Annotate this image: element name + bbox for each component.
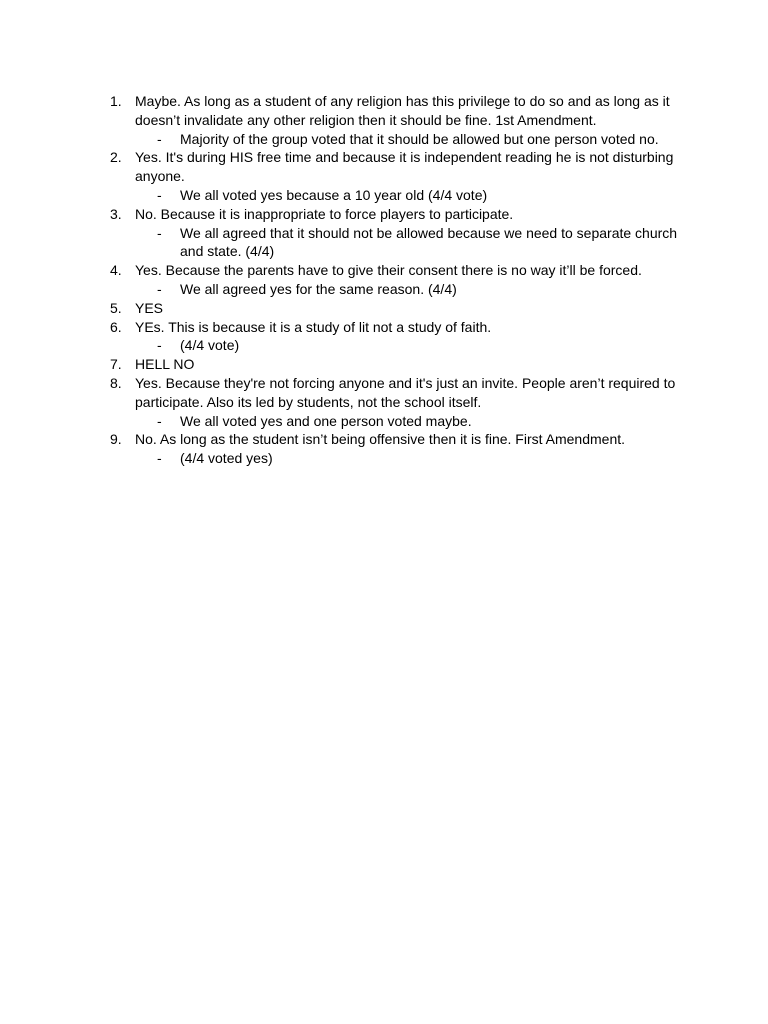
dash-bullet: - — [157, 280, 162, 297]
vote-note: We all voted yes and one person voted maybe. — [180, 412, 472, 429]
answer-text: Yes. It's during HIS free time and because it is independent reading he is not disturbing anyone. — [135, 149, 674, 185]
list-number: 6. — [110, 318, 122, 335]
list-number: 9. — [110, 431, 122, 448]
list-item-5 — [110, 299, 682, 318]
vote-note: (4/4 voted yes) — [180, 450, 273, 467]
list-number: 5. — [110, 299, 122, 316]
sub-bullet — [110, 449, 682, 468]
dash-bullet: - — [157, 450, 162, 467]
answer-text: No. As long as the student isn’t being offensive then it is fine. First Amendment. — [135, 431, 626, 448]
list-item-3 — [110, 205, 682, 224]
answer-text: Maybe. As long as a student of any religion has this privilege to do so and as long as it doesn’t invalidate any other religion then it should be fine. 1st Amendment. — [135, 93, 670, 128]
dash-bullet: - — [157, 130, 162, 147]
list-number: 3. — [110, 205, 122, 222]
sub-bullet — [110, 412, 682, 431]
list-item-2 — [110, 148, 682, 186]
list-item-7 — [110, 355, 682, 374]
sub-bullet — [110, 186, 682, 205]
answer-text: Yes. Because they're not forcing anyone and it's just an invite. People aren’t required to participate. Also its led by students, not the school itself. — [135, 374, 676, 410]
dash-bullet: - — [157, 186, 162, 203]
list-item-4 — [110, 261, 682, 280]
answer-text: YES — [135, 299, 164, 316]
vote-note: We all agreed yes for the same reason. (4/4) — [180, 280, 457, 297]
vote-note: Majority of the group voted that it should be allowed but one person voted no. — [180, 130, 659, 147]
list-number: 4. — [110, 262, 122, 279]
vote-note: We all agreed that it should not be allowed because we need to separate church and state. (4/4) — [180, 224, 678, 260]
answer-text: Yes. Because the parents have to give their consent there is no way it’ll be forced. — [135, 262, 642, 279]
answer-text: No. Because it is inappropriate to force players to participate. — [135, 205, 514, 222]
list-number: 7. — [110, 356, 122, 373]
answer-text: HELL NO — [135, 356, 195, 373]
list-number: 2. — [110, 149, 122, 166]
dash-bullet: - — [157, 337, 162, 354]
list-number: 1. — [110, 93, 122, 109]
vote-note: We all voted yes because a 10 year old (4/4 vote) — [180, 186, 488, 203]
sub-bullet — [110, 224, 682, 262]
vote-note: (4/4 vote) — [180, 337, 240, 354]
dash-bullet: - — [157, 224, 162, 241]
list-item-6 — [110, 318, 682, 337]
dash-bullet: - — [157, 412, 162, 429]
list-item-8 — [110, 374, 682, 412]
answer-text: YEs. This is because it is a study of lit not a study of faith. — [135, 318, 492, 335]
list-item-1 — [110, 92, 682, 130]
list-number: 8. — [110, 374, 122, 391]
list-item-9 — [110, 430, 682, 449]
sub-bullet — [110, 336, 682, 355]
sub-bullet — [110, 130, 682, 149]
sub-bullet — [110, 280, 682, 299]
numbered-list — [110, 92, 682, 468]
